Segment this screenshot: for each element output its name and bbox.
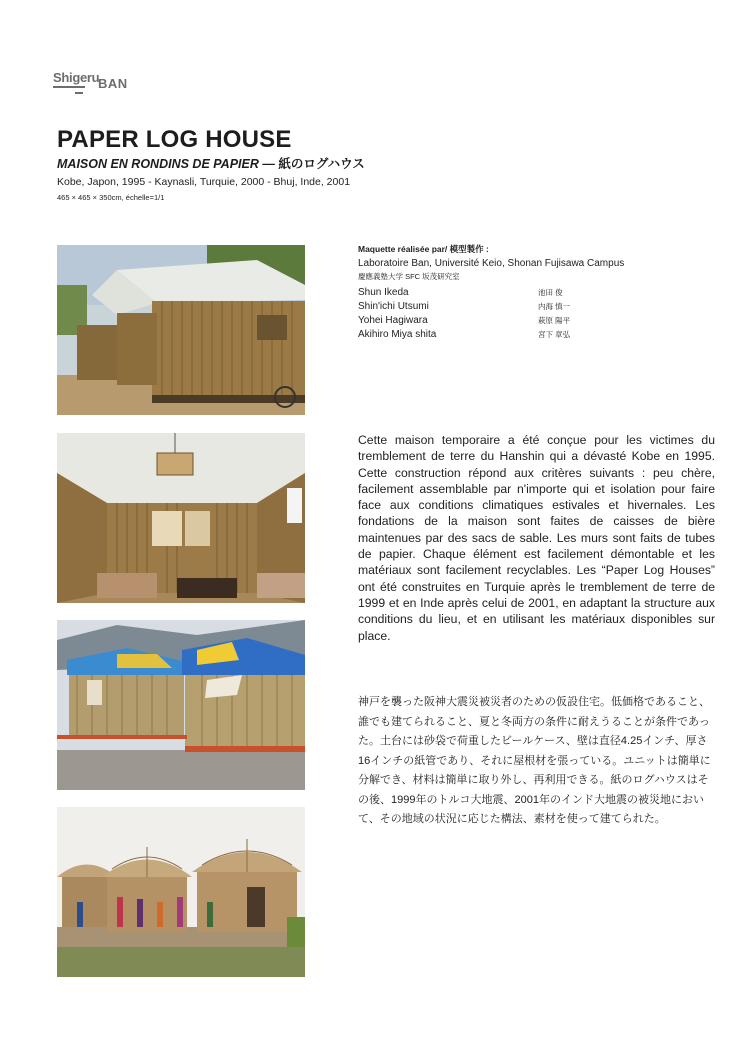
photo-turkey-houses-graphic [57, 620, 305, 790]
logo-text-ban: BAN [98, 76, 128, 91]
photo-turkey-houses [57, 620, 305, 790]
logo-mark [75, 92, 83, 94]
locations-line: Kobe, Japon, 1995 - Kaynasli, Turquie, 2000 - Bhuj, Inde, 2001 [57, 176, 351, 188]
description-japanese: 神戸を襲った阪神大震災被災者のための仮設住宅。低価格であること、誰でも建てられること、夏と冬両方の条件に耐えうることが条件であった。土台には砂袋で荷重したビールケース、壁は直径4.25インチ、厚さ16インチの紙管であり、それに屋根材を張っている。ユニットは簡単に分解でき、材料は簡単に取り外し、再利用できる。紙のログハウスはその後、1999年のトルコ大地震、2001年のインド大地震の被災地において、その地域の状況に応じた構法、素材を使って建てられた。 [358, 696, 711, 825]
dimensions-line: 465 × 465 × 350cm, échelle=1/1 [57, 193, 165, 202]
subtitle-jp: 紙のログハウス [278, 157, 365, 171]
photo-interior-graphic [57, 433, 305, 603]
credits-person [358, 299, 658, 313]
credits-lab: Laboratoire Ban, Université Keio, Shonan Fujisawa Campus [358, 258, 625, 269]
credits-person-name-jp: 宮下 章弘 [538, 329, 571, 339]
credits-person-name-jp: 萩原 陽平 [538, 315, 571, 325]
photo-interior [57, 433, 305, 603]
credits-heading: Maquette réalisée par/ 模型製作 : [358, 244, 489, 254]
credits-person-name: Yohei Hagiwara [358, 314, 428, 326]
photo-india-houses [57, 807, 305, 977]
credits-person [358, 327, 658, 341]
credits-lab-jp: 慶應義塾大学 SFC 坂茂研究室 [358, 272, 460, 281]
credits-person-name-jp: 内海 慎一 [538, 301, 571, 311]
credits-person [358, 313, 658, 327]
subtitle-fr: MAISON EN RONDINS DE PAPIER — [57, 157, 279, 171]
shigeru-ban-logo [53, 64, 153, 98]
page-title: PAPER LOG HOUSE [57, 126, 292, 153]
credits-person-name: Shun Ikeda [358, 286, 409, 298]
credits-person-name: Shin'ichi Utsumi [358, 300, 429, 312]
photo-india-houses-graphic [57, 807, 305, 977]
logo-underline [53, 86, 85, 88]
photo-kobe-houses-exterior-graphic [57, 245, 305, 415]
logo-text-shigeru: Shigeru [53, 70, 100, 85]
credits-person-name-jp: 池田 俊 [538, 287, 563, 297]
credits-person [358, 285, 658, 299]
credits-person-name: Akihiro Miya shita [358, 328, 437, 340]
page-subtitle [57, 154, 365, 172]
model-credits [358, 243, 658, 341]
photo-kobe-houses-exterior [57, 245, 305, 415]
description-french: Cette maison temporaire a été conçue pour les victimes du tremblement de terre du Hanshin qui a dévasté Kobe en 1995. Cette construction répond aux critères suivants : peu chère, facilement assemblable par n'importe qui et isolation pour faire face aux conditions climatiques estivales et hivernales. Les fondations de la maison sont faites de caisses de bière maintenues par des sacs de sable. Les murs sont faits de tubes de papier. Chaque élément est facilement démontable et les matériaux sont facilement recyclables. Les “Paper Log Houses” ont été construites en Turquie après le tremblement de terre de 1999 et en Inde après celui de 2001, en adaptant la structure aux conditions du lieu, et en utilisant les matériaux disponibles sur place. [358, 433, 715, 643]
